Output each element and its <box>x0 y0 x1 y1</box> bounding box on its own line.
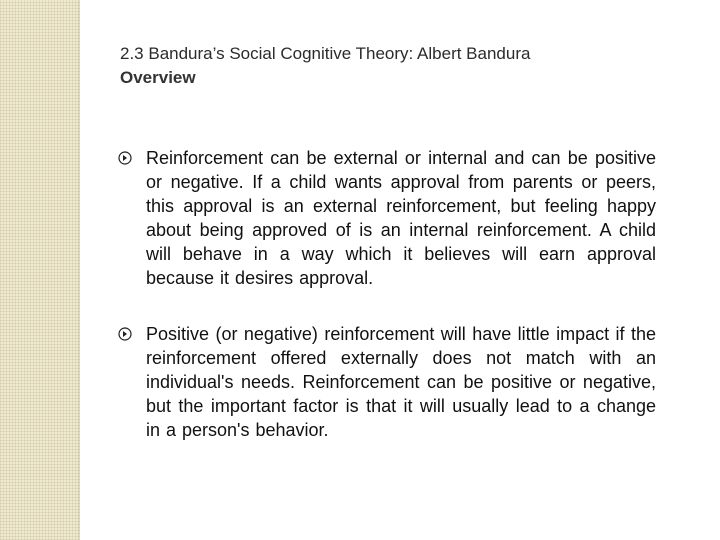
slide-title <box>120 42 680 90</box>
bullet-list <box>116 146 656 442</box>
bullet-text: Positive (or negative) reinforcement will have little impact if the reinforcement offered externally does not match with an individual's needs. Reinforcement can be positive or negative, but the important factor is that it will usually lead to a change in a person's behavior. <box>146 324 656 440</box>
circled-arrow-icon <box>118 327 132 341</box>
bullet-item <box>116 322 656 442</box>
title-line-subtitle: Overview <box>120 68 196 87</box>
bullet-text: Reinforcement can be external or internal and can be positive or negative. If a child wants approval from parents or peers, this approval is an external reinforcement, but feeling happy about being approved of is an internal reinforcement. A child will behave in a way which it believes will earn approval because it desires approval. <box>146 148 656 288</box>
slide-content-area <box>80 0 720 540</box>
circled-arrow-icon <box>118 151 132 165</box>
decorative-side-pattern <box>0 0 80 540</box>
title-line-main: 2.3 Bandura’s Social Cognitive Theory: Albert Bandura <box>120 44 531 63</box>
bullet-item <box>116 146 656 290</box>
